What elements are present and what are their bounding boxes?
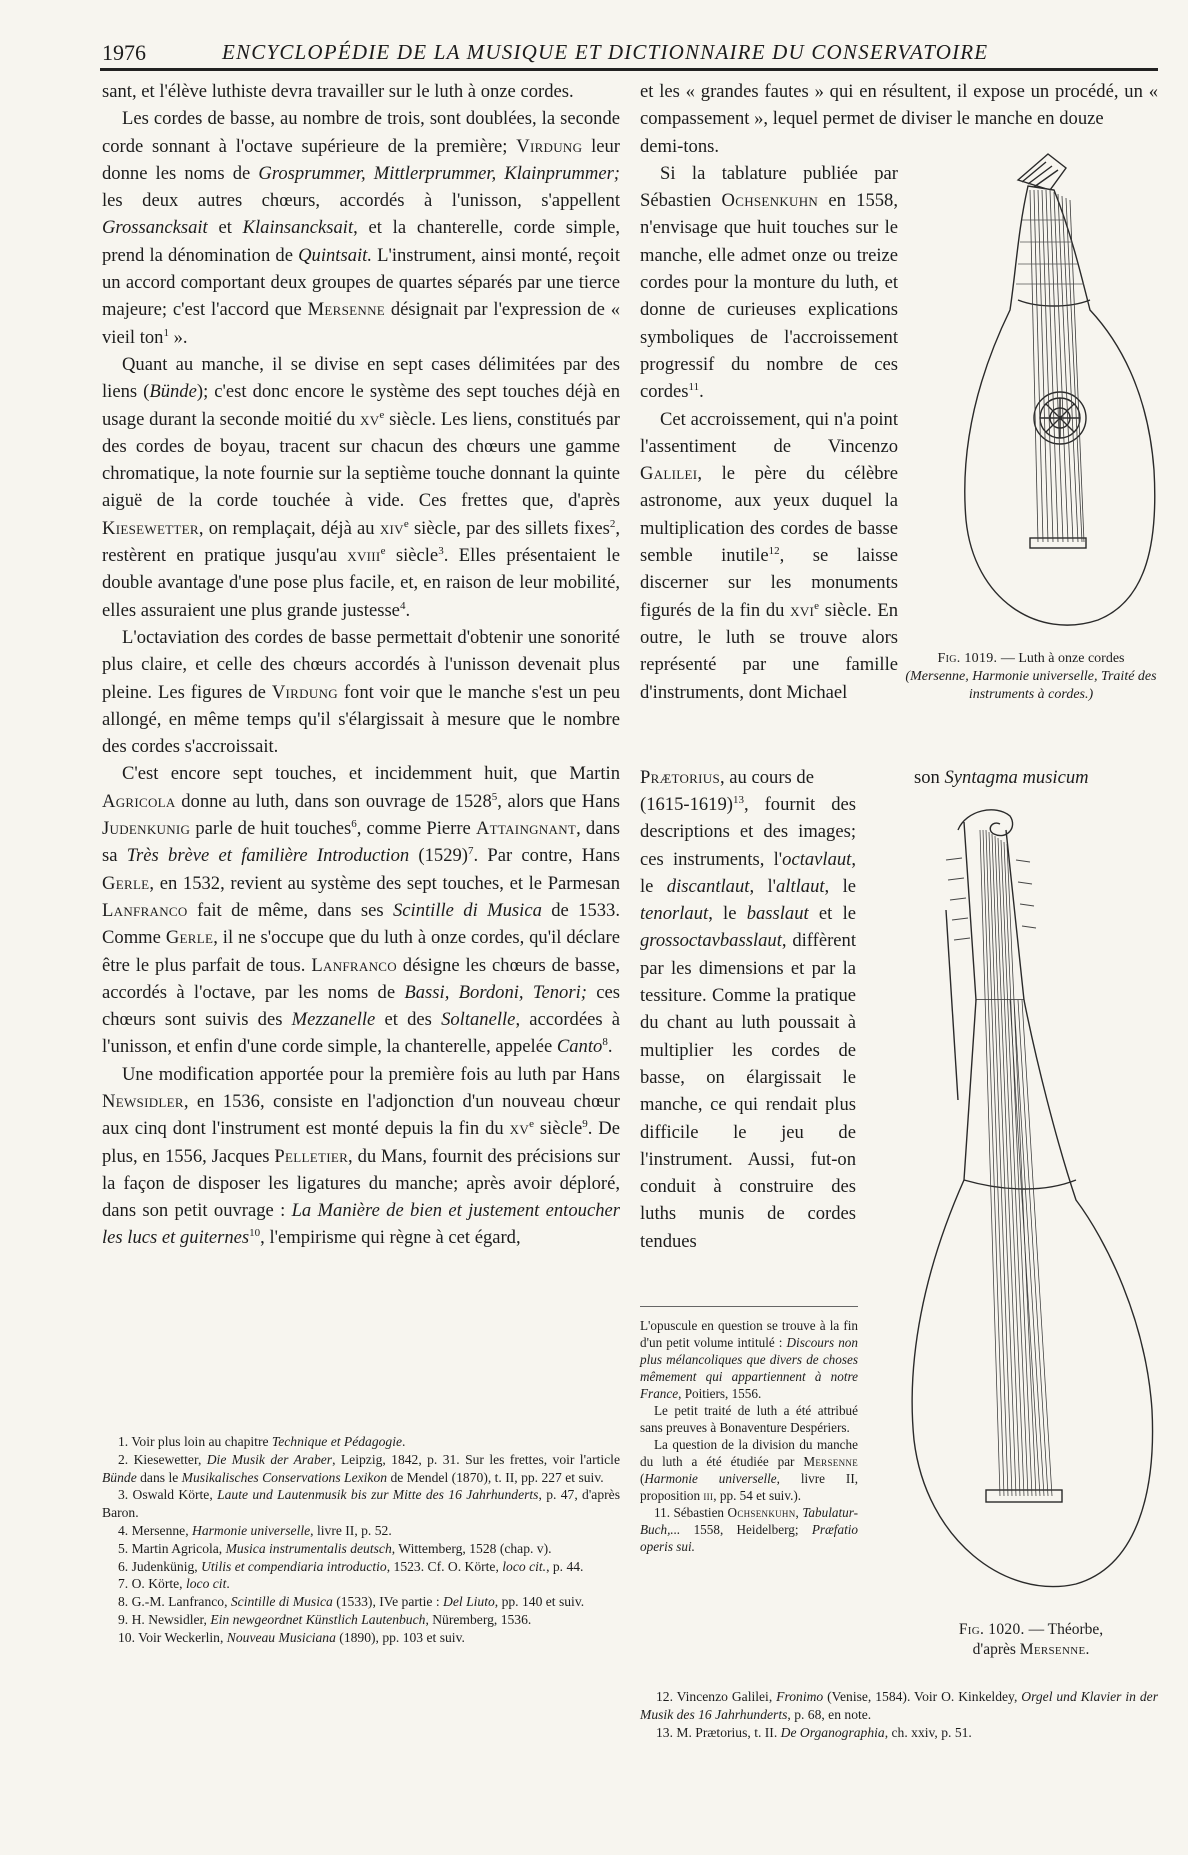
left-column (102, 78, 620, 1252)
running-title: ENCYCLOPÉDIE DE LA MUSIQUE ET DICTIONNAIRE DU CONSERVATOIRE (222, 40, 989, 64)
header-rule (100, 68, 1158, 71)
page-number: 1976 (102, 40, 146, 65)
footnote: 12. Vincenzo Galilei, Fronimo (Venise, 1584). Voir O. Kinkeldey, Orgel und Klavier in der Musik des 16 Jahrhunderts, p. 68, en note. (640, 1689, 1158, 1722)
footnote: 6. Judenkünig, Utilis et compendiaria introductio, 1523. Cf. O. Körte, loco cit., p. 44. (118, 1558, 584, 1574)
footnote: 4. Mersenne, Harmonie universelle, livre II, p. 52. (118, 1522, 392, 1538)
paragraph: Si la tablature publiée par Sébastien Ochsenkuhn en 1558, n'envisage que huit touches sur le manche, elle admet onze ou treize cordes pour la monture du luth, et donne de curieuses explications symboliques de l'accroissement progressif du nombre de ces cordes$^{11}$. (640, 162, 898, 403)
figure-caption-1020: Fig. 1020. — Théorbe, d'après Mersenne. (958, 1621, 1104, 1658)
note-separator (640, 1306, 858, 1307)
footnote: 7. O. Körte, loco cit. (118, 1576, 230, 1592)
paragraph: sant, et l'élève luthiste devra travailler sur le luth à onze cordes. (102, 81, 574, 102)
paragraph: C'est encore sept touches, et incidemment huit, que Martin Agricola donne au luth, dans son ouvrage de 1528$^5$, alors que Hans Judenkunig parle de huit touches$^6$, comme Pierre Attaingnant, dans sa Très brève et familière Introduction $(1529)^7$. Par contre, Hans Gerle, en 1532, revient au système des sept touches, et le Parmesan Lanfranco fait de même, dans ses Scintille di Musica de 1533. Comme Gerle, il ne s'occupe que du luth à onze cordes, qu'il déclare être le plus parfait de tous. Lanfranco désigne les chœurs de basse, accordés à l'octave, par les noms de Bassi, Bordoni, Tenori; ces chœurs sont suivis des Mezzanelle et des Soltanelle, accordées à l'unisson, et enfin d'une corde simple, la chanterelle, appelée Canto$^8$. (102, 763, 621, 1058)
footnote: 5. Martin Agricola, Musica instrumentalis deutsch, Wittemberg, 1528 (chap. v). (118, 1540, 552, 1556)
lute-illustration (958, 150, 1158, 650)
footnote: 13. M. Prætorius, t. II. De Organographia, ch. xxiv, p. 51. (656, 1724, 972, 1740)
paragraph: et les « grandes fautes » qui en résultent, il expose un procédé, un « compassement », lequel permet de diviser le manche en douze (640, 81, 1158, 130)
paragraph: (1615-1619)$^{13}$, fournit des descriptions et des images; ces instruments, l'octavlaut, le discantlaut, l'altlaut, le tenorlaut, le basslaut et le grossoctavbasslaut, diffèrent par les dimensions et par la tessiture. Comme la pratique du chant au luth poussait à multiplier les cordes de basse, on élargissait le manche, ce qui rendait plus difficile le jeu de l'instrument. Aussi, fut-on conduit à construire des luths munis de cordes tendues (640, 793, 856, 1252)
footnote: 1. Voir plus loin au chapitre Technique et Pédagogie. (118, 1434, 406, 1449)
footnotes-right (640, 1688, 1158, 1741)
footnote: 3. Oswald Körte, Laute und Lautenmusik bis zur Mitte des 16 Jahrhunderts, p. 47, d'après Baron. (102, 1487, 620, 1521)
theorbo-illustration (906, 800, 1158, 1615)
paragraph: Cet accroissement, qui n'a point l'assentiment de Vincenzo Galilei, le père du célèbre astronome, aux yeux duquel la multiplication des cordes de basse semble inutile$^{12}$, se laisse discerner sur les monuments figurés de la fin du xvi$^e$ siècle. En outre, le luth se trouve alors représenté par une famille d'instruments, dont Michael (640, 408, 898, 703)
paragraph: L'octaviation des cordes de basse permettait d'obtenir une sonorité plus claire, et celle des chœurs accordés à l'unisson devenait plus pleine. Les figures de Virdung font voir que le manche s'est un peu allongé, en même temps qu'il s'élargissait à mesure que le nombre des cordes s'accroissait. (102, 626, 621, 758)
figure-caption-1019: Fig. 1019. — Luth à onze cordes (Mersenne, Harmonie universelle, Traité des instruments à cordes.) (905, 651, 1157, 702)
page-header (102, 38, 1154, 72)
footnote: 8. G.-M. Lanfranco, Scintille di Musica (1533), IVe partie : Del Liuto, pp. 140 et suiv. (118, 1594, 585, 1610)
footnotes-left (102, 1433, 620, 1647)
paragraph: Une modification apportée pour la première fois au luth par Hans Newsidler, en 1536, consiste en l'adjonction d'un nouveau chœur aux cinq dont l'instrument est monté depuis la fin du $xv^e$ siècle$^9$. De plus, en 1556, Jacques Pelletier, du Mans, fournit des précisions sur la façon de disposer les ligatures du manche; après avoir déploré, dans son petit ouvrage : La Manière de bien et justement entoucher les lucs et guiternes$^{10}$, l'empirisme qui règne à cet égard, (102, 1063, 621, 1249)
footnote: 2. Kiesewetter, Die Musik der Araber, Leipzig, 1842, p. 31. Sur les frettes, voir l'article Bünde dans le Musikalisches Conservations Lexikon de Mendel (1870), t. II, pp. 227 et suiv. (102, 1451, 620, 1485)
footnote: 9. H. Newsidler, Ein newgeordnet Künstlich Lautenbuch, Nüremberg, 1536. (118, 1611, 532, 1627)
praetorius-line: Prætorius, au cours de son Syntagma musicum (640, 767, 1089, 788)
paragraph: demi-tons. (640, 135, 720, 157)
paragraph: Les cordes de basse, au nombre de trois, sont doublées, la seconde corde sonnant à l'octave supérieure de la première; Virdung leur donne les noms de Grosprummer, Mittlerprummer, Klainprummer; les deux autres chœurs, accordés à l'unisson, s'appellent Grossancksait et Klainsancksait, et la chanterelle, corde simple, prend la dénomination de Quintsait. L'instrument, ainsi monté, reçoit un accord comportant deux groupes de quartes séparés par une tierce majeure; c'est l'accord que Mersenne désignait par l'expression de « vieil ton$^1$ ». (102, 108, 620, 348)
right-column-lower (640, 791, 856, 1255)
paragraph: Quant au manche, il se divise en sept cases délimitées par des liens (Bünde); c'est donc encore le système des sept touches déjà en usage durant la seconde moitié du $xv^e$ siècle. Les liens, constitués par des cordes de boyau, tracent sur chacun des chœurs une gamme chromatique, la note fournie sur la septième touche donnant la quinte aiguë de la corde touchée à vide. Ces frettes que, d'après Kiesewetter, on remplaçait, déjà au xiv$^e$ siècle, par des sillets fixes$^2$, restèrent en pratique jusqu'au xviii$^e$ siècle$^3$. Elles présentaient le double avantage d'une pose plus facile, et, en raison de leur mobilité, elles assuraient une plus grande justesse$^4$. (102, 353, 620, 621)
footnote: 10. Voir Weckerlin, Nouveau Musiciana (1890), pp. 103 et suiv. (118, 1629, 465, 1645)
footnote-continuation: L'opuscule en question se trouve à la fin d'un petit volume intitulé : Discours non plus mélancoliques que divers de choses mêmement qui appartiennent à notre France, Poitiers, 1556. Le petit traité de luth a été attribué sans preuves à Bonaventure Despériers. La question de la division du manche du luth a été étudiée par Mersenne (Harmonie universelle, livre II, proposition iii, pp. 54 et suiv.). 11. Sébastien Ochsenkuhn, Tabulatur-Buch,... 1558, Heidelberg; Præfatio operis sui. (640, 1318, 859, 1554)
